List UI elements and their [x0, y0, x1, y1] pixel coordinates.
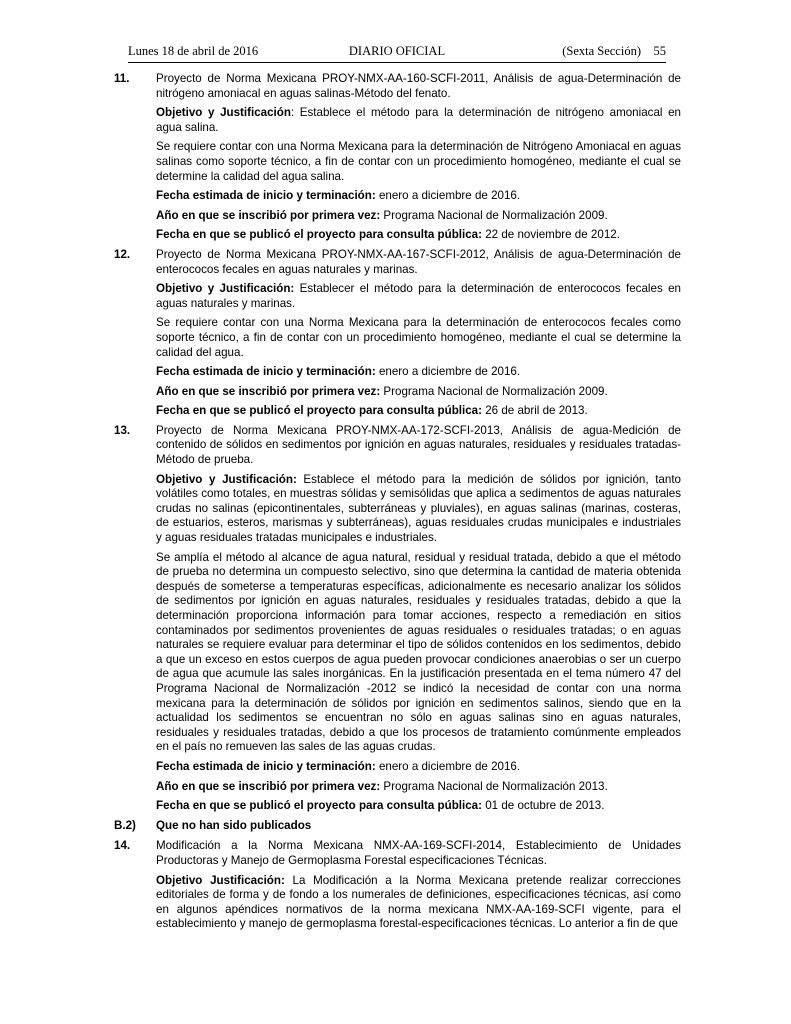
objective-text: : Establece el método para la determinación de nitrógeno amoniacal en agua salina.: [156, 106, 681, 134]
item-justification: Se requiere contar con una Norma Mexicana para la determinación de Nitrógeno Amoniacal en aguas salinas como soporte técnico, a fin de contar con un procedimiento homogéneo, mediante el cual se determine la calidad del agua salina.: [156, 140, 681, 183]
item-title: Modificación a la Norma Mexicana NMX-AA-169-SCFI-2014, Establecimiento de Unidades Productoras y Manejo de Germoplasma Forestal especificaciones Técnicas.: [156, 839, 681, 867]
published-value: 01 de octubre de 2013.: [482, 799, 605, 813]
objective-text: Establecer el método para la determinación de enterococos fecales en aguas naturales y marinas.: [156, 282, 681, 310]
first-value: Programa Nacional de Normalización 2009.: [380, 384, 608, 398]
published-value: 26 de abril de 2013.: [482, 404, 588, 418]
item-11: [114, 72, 681, 243]
item-objective: [156, 282, 681, 311]
section-heading: [114, 818, 681, 834]
published-label: Fecha en que se publicó el proyecto para consulta pública:: [156, 228, 482, 242]
objective-label: Objetivo Justificación:: [156, 873, 285, 887]
item-objective: [156, 473, 681, 546]
dates-label: Fecha estimada de inicio y terminación:: [156, 365, 376, 379]
objective-label: Objetivo y Justificación: [156, 106, 291, 120]
published-label: Fecha en que se publicó el proyecto para consulta pública:: [156, 799, 482, 813]
published-value: 22 de noviembre de 2012.: [482, 228, 620, 242]
first-label: Año en que se inscribió por primera vez:: [156, 779, 381, 793]
dates-label: Fecha estimada de inicio y terminación:: [156, 189, 376, 203]
first-value: Programa Nacional de Normalización 2009.: [380, 208, 608, 222]
header-section: (Sexta Sección): [562, 44, 641, 58]
item-number: 13.: [114, 423, 131, 437]
item-title: Proyecto de Norma Mexicana PROY-NMX-AA-167-SCFI-2012, Análisis de agua-Determinación de enterococos fecales en aguas naturales y marinas.: [156, 247, 681, 276]
item-dates: [156, 365, 681, 380]
item-first-registered: [156, 385, 681, 400]
item-published: [156, 228, 681, 243]
section-title: Que no han sido publicados: [156, 818, 312, 832]
item-objective: [156, 106, 681, 135]
dates-value: enero a diciembre de 2016.: [375, 759, 521, 773]
item-14: [114, 839, 681, 932]
document-body: [114, 72, 681, 937]
dates-value: enero a diciembre de 2016.: [375, 189, 521, 203]
item-12: [114, 247, 681, 419]
header-section-page: [562, 44, 666, 59]
item-published: [156, 404, 681, 419]
objective-text: La Modificación a la Norma Mexicana pretende realizar correcciones editoriales de forma y de fondo a los numerales de definiciones, especificaciones técnicas, así como en algunos apéndices normativos de la norma mexicana NMX-AA-169-SCFI vigente, para el establecimiento y manejo de germoplasma forestal-especificaciones técnicas. Lo anterior a fin de que: [156, 873, 681, 931]
dates-value: enero a diciembre de 2016.: [375, 365, 521, 379]
item-13: [114, 423, 681, 814]
item-number: 12.: [114, 247, 131, 261]
first-label: Año en que se inscribió por primera vez:: [156, 384, 381, 398]
page-header: [128, 44, 666, 62]
item-dates: [156, 760, 681, 775]
item-objective: [156, 874, 681, 932]
item-title: Proyecto de Norma Mexicana PROY-NMX-AA-160-SCFI-2011, Análisis de agua-Determinación de nitrógeno amoniacal en aguas salinas-Método del fenato.: [156, 72, 681, 100]
item-number: 11.: [114, 72, 130, 85]
objective-label: Objetivo y Justificación:: [156, 472, 297, 486]
item-number: 14.: [114, 839, 131, 853]
first-value: Programa Nacional de Normalización 2013.: [380, 779, 608, 793]
item-justification: Se requiere contar con una Norma Mexicana para la determinación de enterococos fecales como soporte técnico, a fin de contar con un procedimiento homogéneo, mediante el cual se determine la calidad del agua.: [156, 316, 681, 359]
objective-text: Establece el método para la medición de sólidos por ignición, tanto volátiles como totales, en muestras sólidas y semisólidas que aplica a sedimentos de aguas naturales crudas no salinas (epicontinentales, subterráneas y pluviales), en aguas salinas (marinas, costeras, de estuarios, esteros, marismas y subterráneas), aguas residuales crudas municipales e industriales y aguas residuales tratadas municipales e industriales.: [156, 472, 681, 545]
first-label: Año en que se inscribió por primera vez:: [156, 208, 381, 222]
header-page-number: 55: [653, 44, 666, 58]
objective-label: Objetivo y Justificación:: [156, 282, 295, 296]
item-first-registered: [156, 209, 681, 224]
dates-label: Fecha estimada de inicio y terminación:: [156, 759, 376, 773]
published-label: Fecha en que se publicó el proyecto para consulta pública:: [156, 404, 482, 418]
item-justification: Se amplía el método al alcance de agua natural, residual y residual tratada, debido a que el método de prueba no determina un compuesto selectivo, sino que determina la cantidad de materia obtenida después de someterse a temperaturas específicas, adicionalmente es necesario analizar los sólidos de sedimentos por ignición en aguas naturales, residuales y residuales tratadas, debido a que la determinación proporciona información para tomar acciones, respecto a remediación en sitios contaminados por sedimentos provenientes de aguas residuales o residuales tratadas; o en aguas naturales se requiere evaluar para determinar el tipo de sólidos contenidos en los sedimentos, debido a que un exceso en estos cuerpos de agua pueden provocar condiciones anaerobias o ser un cuerpo de agua que acumule las sales inorgánicas. En la justificación presentada en el tema número 47 del Programa Nacional de Normalización -2012 se indicó la necesidad de contar con una norma mexicana para la determinación de sólidos por ignición en sedimentos salinos, siendo que en la actualidad los sedimentos se encuentran no sólo en aguas salinas sino en aguas naturales, residuales y residuales tratadas, debido a que los procesos de tratamiento comúnmente empleados en el país no remueven las sales de las aguas crudas.: [156, 550, 681, 754]
item-title: Proyecto de Norma Mexicana PROY-NMX-AA-172-SCFI-2013, Análisis de agua-Medición de contenido de sólidos en sedimentos por ignición en aguas naturales, residuales y residuales tratadas-Método de prueba.: [156, 423, 681, 467]
item-first-registered: [156, 780, 681, 795]
header-publication: DIARIO OFICIAL: [348, 44, 446, 58]
header-rule: [128, 62, 666, 63]
item-dates: [156, 189, 681, 204]
section-number: B.2): [114, 818, 136, 832]
item-published: [156, 799, 681, 814]
header-date: Lunes 18 de abril de 2016: [128, 44, 259, 58]
